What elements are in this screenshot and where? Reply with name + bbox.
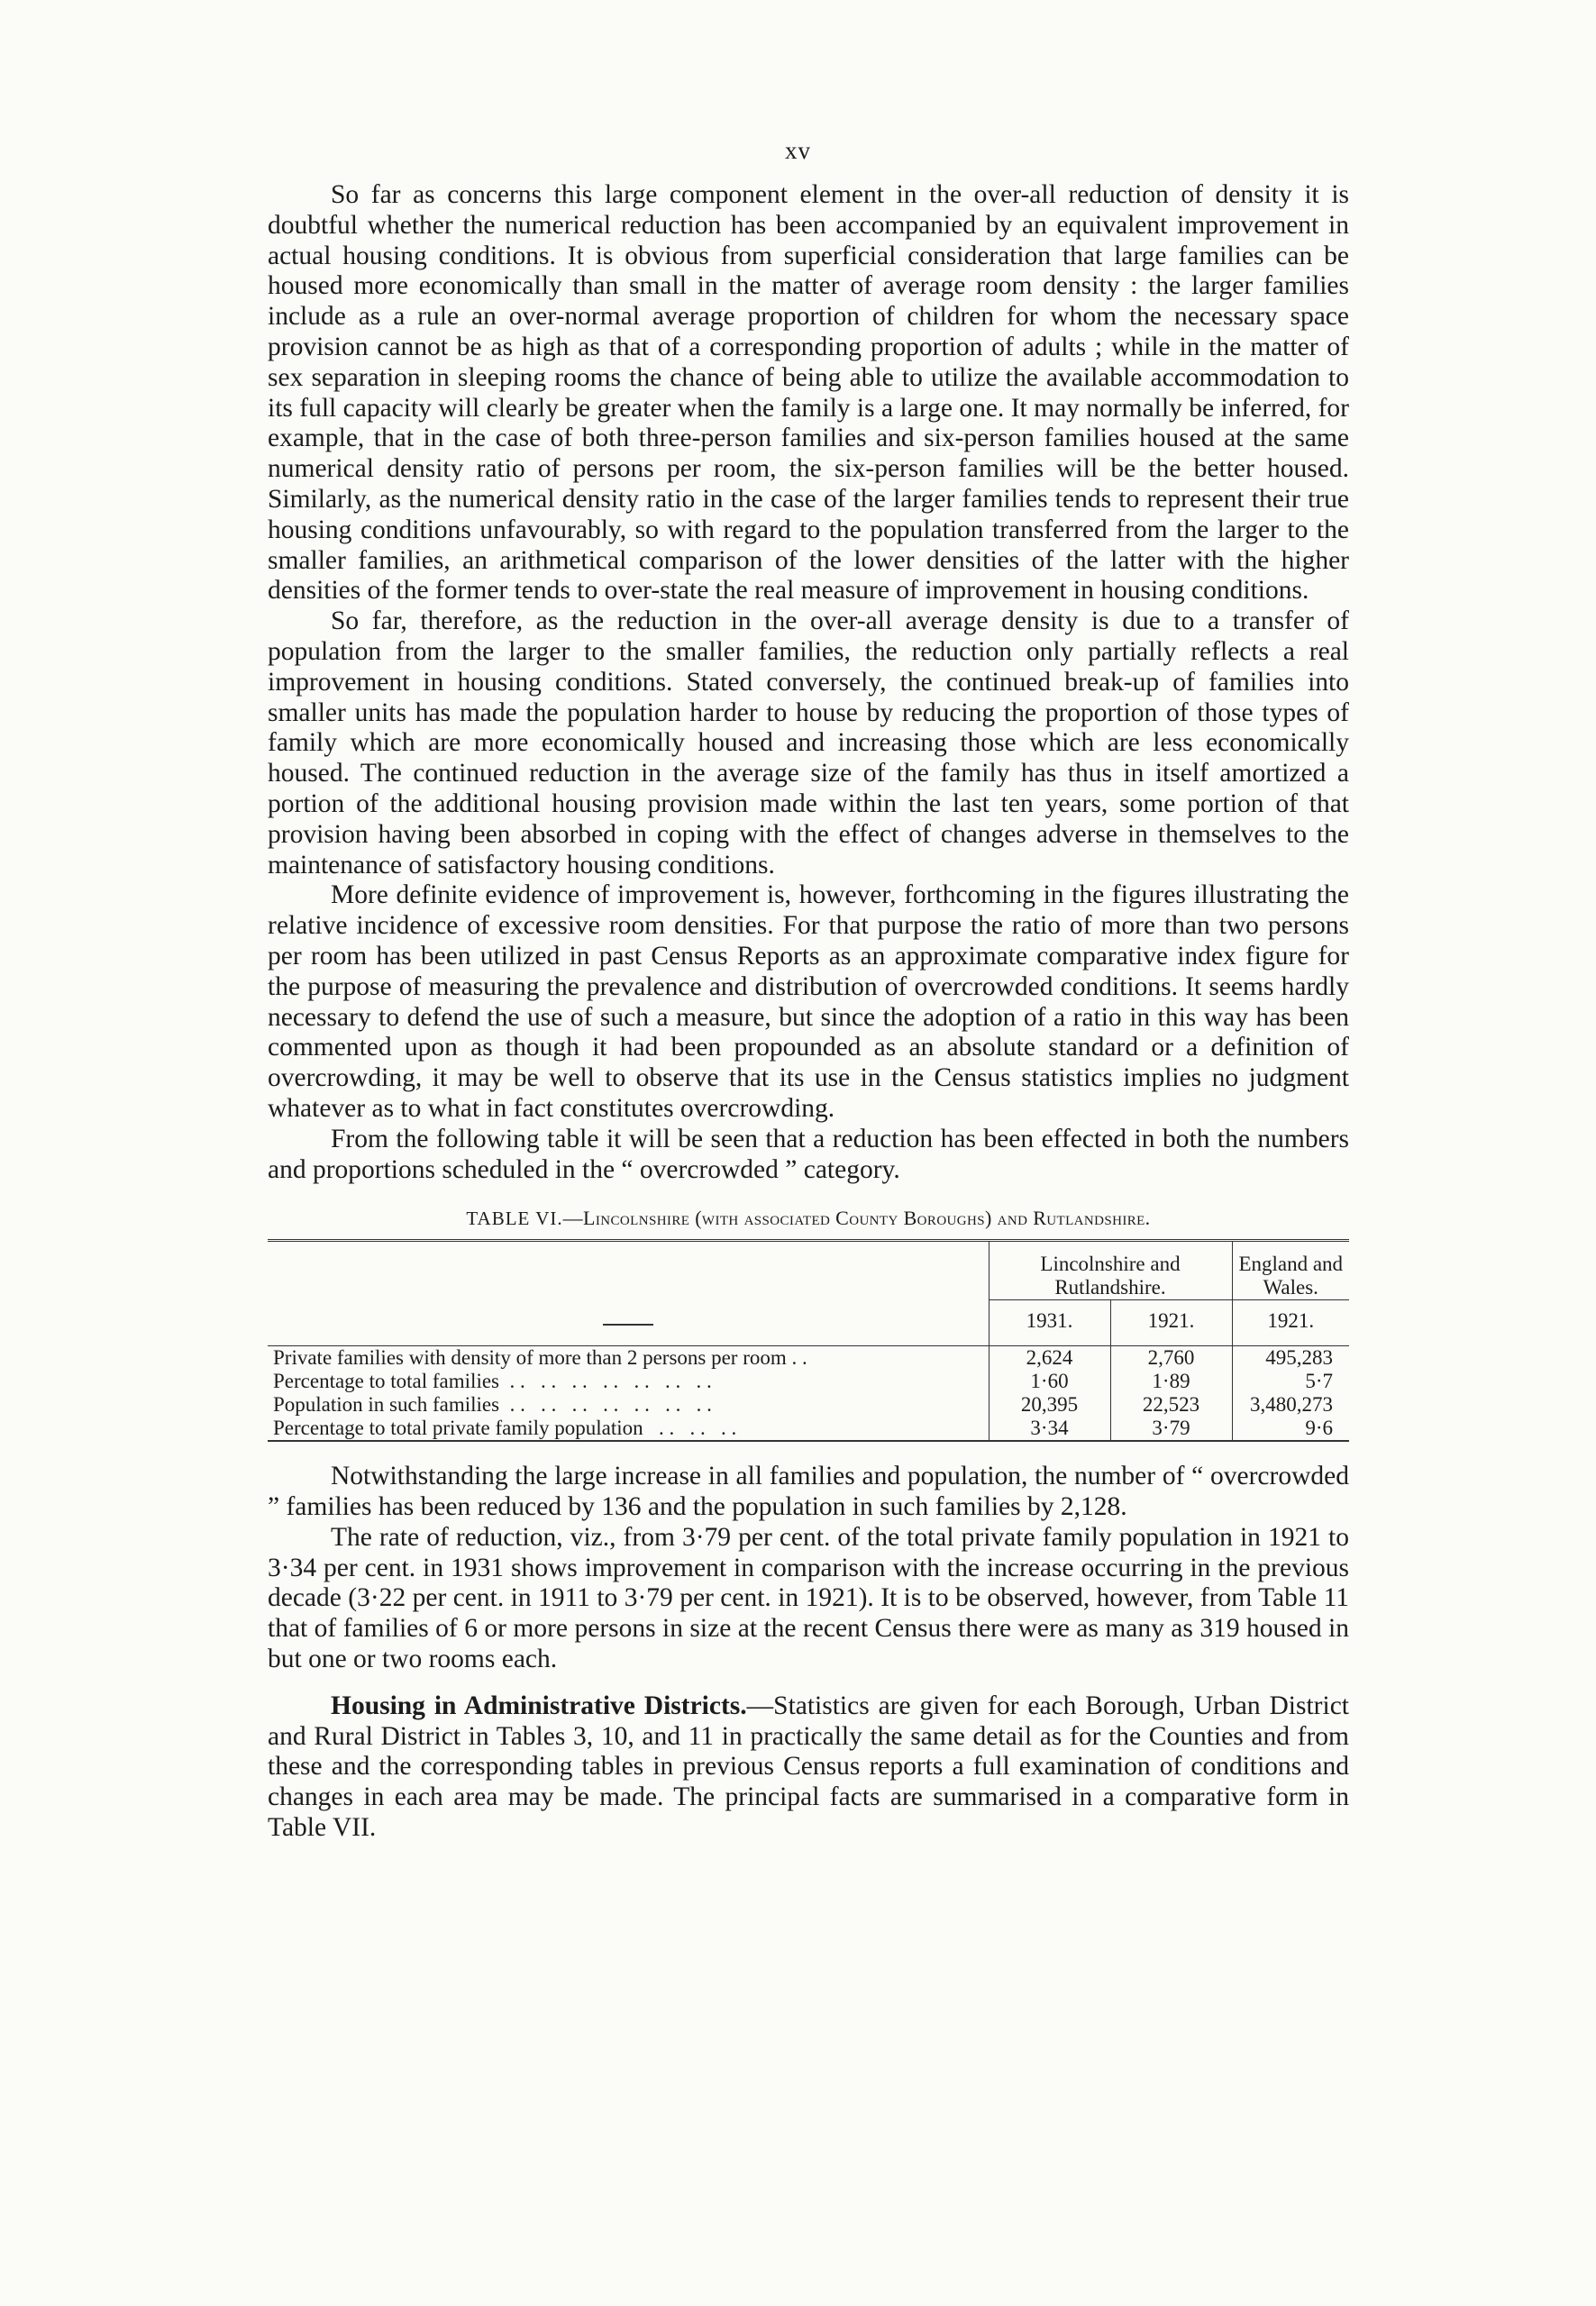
paragraph: So far, therefore, as the reduction in the over-all average density is due to a transfer of population from the larger to the smaller families, the reduction only partially reflects a real improvement in housing conditions. Stated conversely, the continued break-up of families into smaller units has made the population harder to house by reducing the proportion of those types of family which are more economically housed and increasing those which are less economically housed. The continued reduction in the average size of the family has thus in itself amortized a portion of the additional housing provision made within the last ten years, some portion of that provision having been absorbed in coping with the effect of changes adverse in themselves to the maintenance of satisfactory housing conditions. [268,606,1349,880]
value-cell: 20,395 [989,1393,1110,1417]
value-cell: 1·89 [1110,1370,1232,1393]
value-cell: 2,760 [1110,1346,1232,1371]
row-label: Percentage to total private family population . . . . . . [273,1417,737,1440]
paragraph: More definite evidence of improvement is, however, forthcoming in the figures illustrating the relative incidence of excessive room densities. For that purpose the ratio of more than two persons per room has been utilized in past Census Reports as an approximate comparative index figure for the purpose of measuring the prevalence and distribution of overcrowded conditions. It seems hardly necessary to defend the use of such a measure, but since the adoption of a ratio in this way has been commented upon as though it had been propounded as an absolute standard or a definition of overcrowding, it may be well to observe that its use in the Census statistics implies no judgment whatever as to what in fact constitutes overcrowding. [268,880,1349,1123]
paragraph: Notwithstanding the large increase in all families and population, the number of “ overcrowded ” families has been reduced by 136 and the population in such families by 2,128. [268,1462,1349,1522]
density-table [268,1239,1349,1442]
paragraph: So far as concerns this large component element in the over-all reduction of density it is doubtful whether the numerical reduction has been accompanied by an equivalent improvement in actual housing conditions. It is obvious from superficial consideration that large families can be housed more economically than small in the matter of average room density : the larger families include as a rule an over-normal average proportion of children for whom the necessary space provision cannot be as high as that of a corresponding proportion of adults ; while in the matter of sex separation in sleeping rooms the chance of being able to utilize the available accommodation to its full capacity will clearly be greater when the family is a large one. It may normally be inferred, for example, that in the case of both three-person families and six-person families housed at the same numerical density ratio of persons per room, the six-person families will be the better housed. Similarly, as the numerical density ratio in the case of the larger families tends to represent their true housing conditions unfavourably, so with regard to the population transferred from the larger to the smaller families, an arithmetical comparison of the lower densities of the latter with the higher densities of the former tends to over-state the real measure of improvement in housing conditions. [268,180,1349,606]
year-header: 1931. [989,1300,1110,1346]
page-number: xv [785,137,811,164]
table-row [268,1370,1349,1393]
value-cell: 3·79 [1110,1417,1232,1441]
value-cell: 3,480,273 [1232,1393,1349,1417]
table-row [268,1393,1349,1417]
value-cell: 1·60 [989,1370,1110,1393]
stub-header [268,1241,989,1346]
dot-leader: . . . . . . . . . . . . . . [499,1393,712,1417]
dot-leader: . . . . . . [643,1417,737,1440]
value-cell: 22,523 [1110,1393,1232,1417]
post-table-text [268,1462,1349,1844]
section-text: —Statistics are given for each Borough, Urban District and Rural District in Tables 3, 10, and 11 in practically the same detail as for the Counties and from these and the corresponding tables in previous Census reports a full examination of conditions and changes in each area may be made. The principal facts are summarised in a comparative form in Table VII. [268,1691,1349,1843]
table-number: TABLE VI. [466,1208,563,1230]
section-paragraph [268,1691,1349,1844]
column-group-header: England and Wales. [1232,1241,1349,1300]
dot-leader: . . . . . . . . . . . . . . [499,1370,712,1393]
row-label: Population in such families . . . . . . . . . . . . . . [273,1393,712,1417]
body-text [268,180,1349,1844]
dash-rule [603,1324,653,1326]
table-row [268,1346,1349,1371]
row-label: Private families with density of more than 2 persons per room . . [268,1346,989,1371]
value-cell: 495,283 [1232,1346,1349,1371]
table-row [268,1417,1349,1441]
table-caption: —Lincolnshire (with associated County Boroughs) and Rutlandshire. [562,1207,1151,1230]
table-header-row [268,1241,1349,1300]
value-cell: 5·7 [1232,1370,1349,1393]
table-title [268,1207,1349,1230]
row-label: Percentage to total families . . . . . . . . . . . . . . [273,1370,712,1393]
year-header: 1921. [1110,1300,1232,1346]
value-cell: 9·6 [1232,1417,1349,1441]
paragraph: From the following table it will be seen that a reduction has been effected in both the numbers and proportions scheduled in the “ overcrowded ” category. [268,1124,1349,1184]
year-header: 1921. [1232,1300,1349,1346]
value-cell: 3·34 [989,1417,1110,1441]
section-heading: Housing in Administrative Districts. [331,1691,747,1720]
column-group-header: Lincolnshire and Rutlandshire. [989,1241,1232,1300]
value-cell: 2,624 [989,1346,1110,1371]
dot-leader: . . [786,1346,807,1370]
paragraph: The rate of reduction, viz., from 3·79 per cent. of the total private family population in 1921 to 3·34 per cent. in 1931 shows improvement in comparison with the increase occurring in the previous decade (3·22 per cent. in 1911 to 3·79 per cent. in 1921). It is to be observed, however, from Table 11 that of families of 6 or more persons in size at the recent Census there were as many as 319 housed in but one or two rooms each. [268,1522,1349,1674]
